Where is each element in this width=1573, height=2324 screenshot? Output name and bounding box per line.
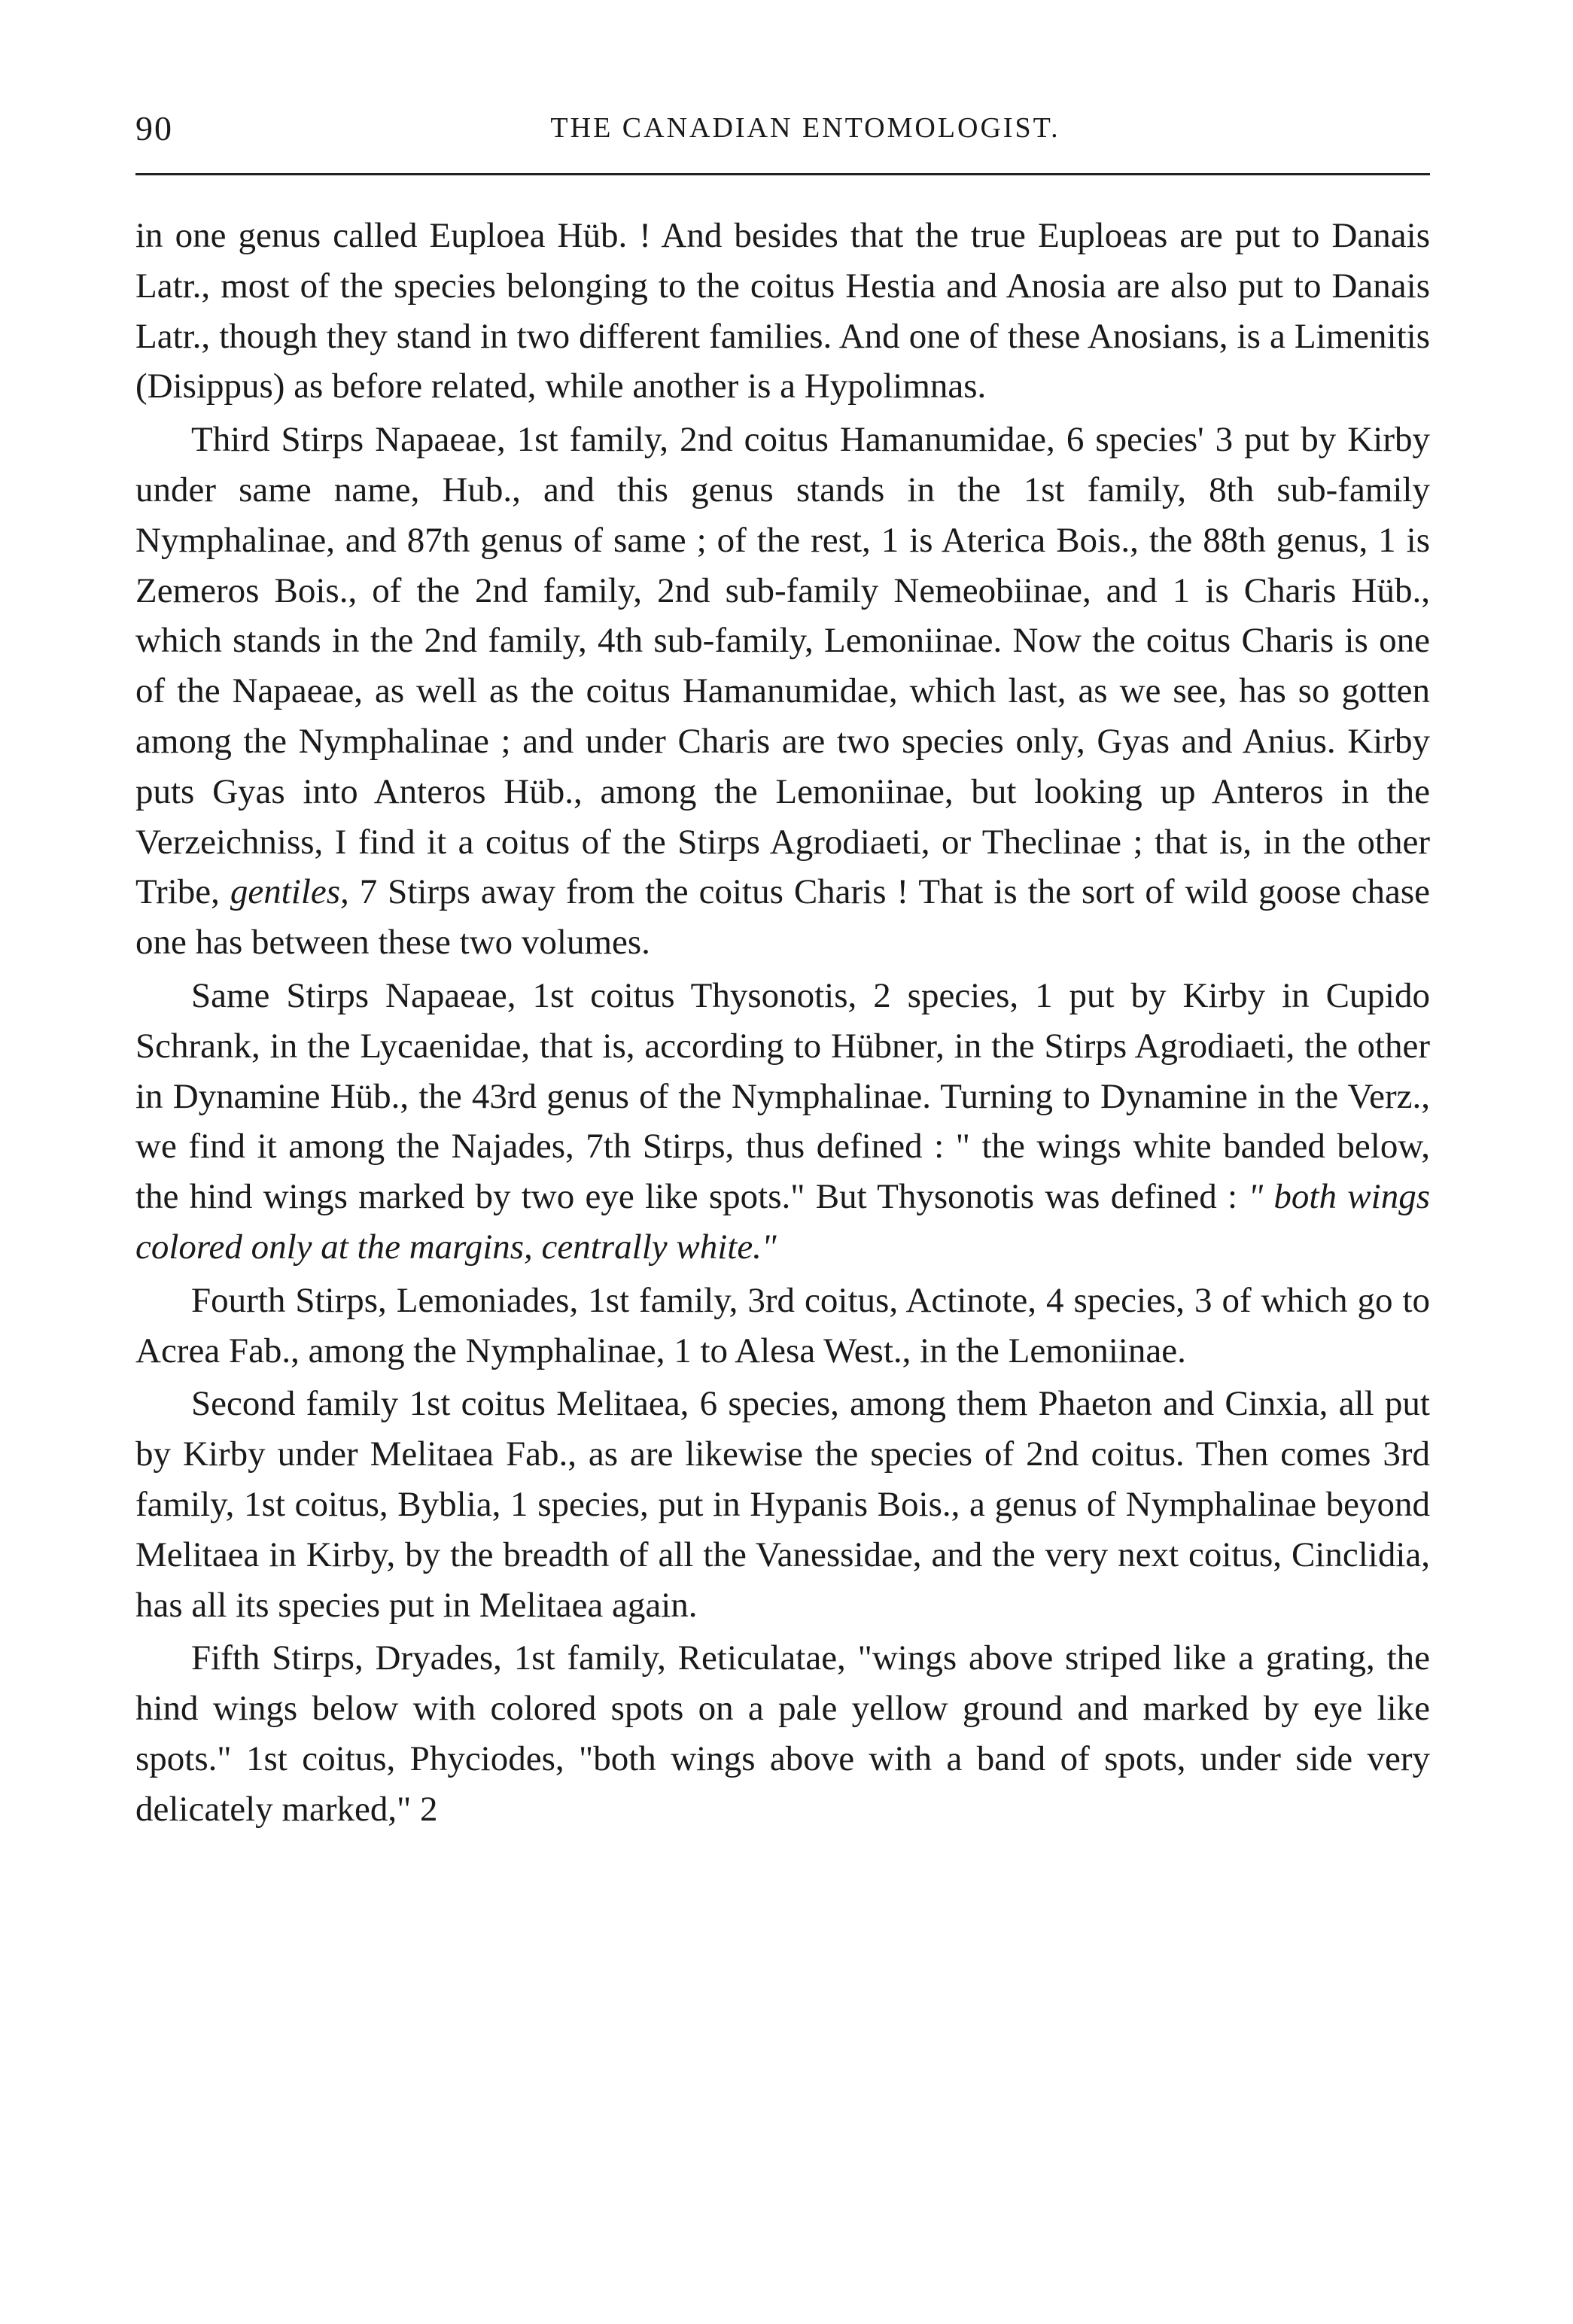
paragraph-6-text: Fifth Stirps, Dryades, 1st family, Reticulatae, "wings above striped like a grating, the hind wings below with colored spots on a pale yellow ground and marked by eye like spots." 1st coitus, Phyciodes, "both wings above with a band of spots, under side very delicately marked," 2 (135, 1638, 1430, 1829)
paragraph-5 (135, 1379, 1430, 1630)
paragraph-4-text: Fourth Stirps, Lemoniades, 1st family, 3rd coitus, Actinote, 4 species, 3 of which go to Acrea Fab., among the Nymphalinae, 1 to Alesa West., in the Lemoniinae. (135, 1280, 1430, 1370)
body-text (135, 211, 1430, 1838)
paragraph-2 (135, 415, 1430, 968)
page-number: 90 (135, 109, 173, 148)
paragraph-3-text: Same Stirps Napaeae, 1st coitus Thysonotis, 2 species, 1 put by Kirby in Cupido Schrank, in the Lycaenidae, that is, according to Hübner, in the Stirps Agrodiaeti, the other in Dynamine Hüb., the 43rd genus of the Nymphalinae. Turning to Dynamine in the Verz., we find it among the Najades, 7th Stirps, thus defined : " the wings white banded below, the hind wings marked by two eye like spots." But Thysonotis was defined : (135, 975, 1430, 1217)
running-title: THE CANADIAN ENTOMOLOGIST. (550, 112, 1060, 144)
header-rule (135, 173, 1430, 175)
paragraph-6 (135, 1633, 1430, 1834)
paragraph-2-italic: gentiles, (230, 872, 349, 912)
paragraph-3-italic: " both wings colored only at the margins, centrally white." (135, 1177, 1430, 1267)
paragraph-1-text: in one genus called Euploea Hüb. ! And besides that the true Euploeas are put to Danais Latr., most of the species belonging to the coitus Hestia and Anosia are also put to Danais Latr., though they stand in two different families. And one of these Anosians, is a Limenitis (Disippus) as before related, while another is a Hypolimnas. (135, 216, 1430, 406)
paragraph-1 (135, 211, 1430, 412)
page-header (135, 98, 1430, 158)
paragraph-2-tail: 7 Stirps away from the coitus Charis ! That is the sort of wild goose chase one has between these two volumes. (135, 872, 1430, 963)
paragraph-3 (135, 971, 1430, 1273)
paragraph-2-text: Third Stirps Napaeae, 1st family, 2nd coitus Hamanumidae, 6 species' 3 put by Kirby under same name, Hub., and this genus stands in the 1st family, 8th sub-family Nymphalinae, and 87th genus of same ; of the rest, 1 is Aterica Bois., the 88th genus, 1 is Zemeros Bois., of the 2nd family, 2nd sub-family Nemeobiinae, and 1 is Charis Hüb., which stands in the 2nd family, 4th sub-family, Lemoniinae. Now the coitus Charis is one of the Napaeae, as well as the coitus Hamanumidae, which last, as we see, has so gotten among the Nymphalinae ; and under Charis are two species only, Gyas and Anius. Kirby puts Gyas into Anteros Hüb., among the Lemoniinae, but looking up Anteros in the Verzeichniss, I find it a coitus of the Stirps Agrodiaeti, or Theclinae ; that is, in the other Tribe, (135, 420, 1430, 912)
paragraph-5-text: Second family 1st coitus Melitaea, 6 species, among them Phaeton and Cinxia, all put by Kirby under Melitaea Fab., as are likewise the species of 2nd coitus. Then comes 3rd family, 1st coitus, Byblia, 1 species, put in Hypanis Bois., a genus of Nymphalinae beyond Melitaea in Kirby, by the breadth of all the Vanessidae, and the very next coitus, Cinclidia, has all its species put in Melitaea again. (135, 1384, 1430, 1625)
document-page (135, 98, 1430, 2280)
paragraph-4 (135, 1276, 1430, 1376)
